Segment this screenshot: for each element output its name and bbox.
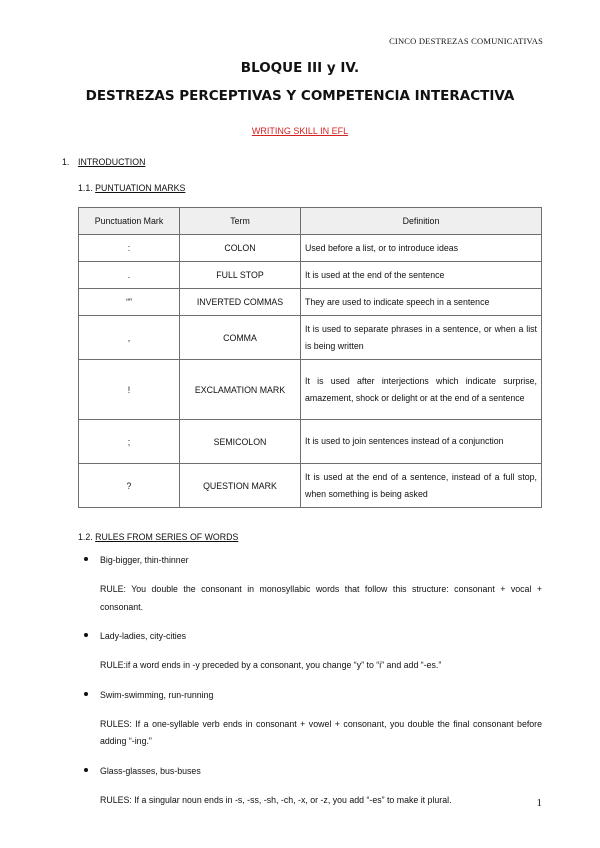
term-cell: COMMA	[180, 316, 301, 360]
table-row	[79, 289, 542, 316]
list-item	[78, 553, 542, 616]
bullet-icon	[84, 557, 88, 561]
table-row	[79, 464, 542, 508]
bullet-icon	[84, 692, 88, 696]
term-cell: SEMICOLON	[180, 420, 301, 464]
rule-text: RULES: If a singular noun ends in -s, -ss, -sh, -ch, -x, or -z, you add “-es” to make it plural.	[100, 794, 452, 805]
table-row	[79, 235, 542, 262]
term-cell: INVERTED COMMAS	[180, 289, 301, 316]
rule-text: RULE: You double the consonant in monosyllabic words that follow this structure: consonant + vocal + consonant.	[100, 584, 542, 612]
definition-cell: It is used to separate phrases in a sentence, or when a list is being written	[301, 316, 542, 360]
mark-cell: !	[79, 360, 180, 420]
document-subtitle-heading: DESTREZAS PERCEPTIVAS Y COMPETENCIA INTERACTIVA	[85, 88, 515, 104]
rule-example: Big-bigger, thin-thinner	[100, 555, 189, 565]
section-number: 1.1.	[78, 183, 93, 193]
running-header: CINCO DESTREZAS COMUNICATIVAS	[389, 36, 543, 46]
term-cell: EXCLAMATION MARK	[180, 360, 301, 420]
mark-cell: ,	[79, 316, 180, 360]
rule-text: RULES: If a one-syllable verb ends in consonant + vowel + consonant, you double the final consonant before adding “-ing.”	[100, 718, 542, 746]
section-label: INTRODUCTION	[78, 157, 146, 167]
section-label: RULES FROM SERIES OF WORDS	[95, 532, 239, 542]
table-header-row	[79, 208, 542, 235]
table-row	[79, 316, 542, 360]
rule-example: Lady-ladies, city-cities	[100, 631, 187, 641]
rule-example: Swim-swimming, run-running	[100, 689, 214, 700]
list-item	[78, 764, 542, 810]
mark-cell: .	[79, 262, 180, 289]
mark-cell: ;	[79, 420, 180, 464]
rule-text: RULE:if a word ends in -y preceded by a consonant, you change “y” to “i” and add “-es.”	[100, 660, 442, 670]
table-row	[79, 360, 542, 420]
term-cell: COLON	[180, 235, 301, 262]
section-number: 1.	[62, 157, 70, 167]
definition-cell: Used before a list, or to introduce ideas	[301, 235, 542, 262]
column-header-mark: Punctuation Mark	[79, 208, 180, 235]
list-item	[78, 629, 542, 675]
rule-example: Glass-glasses, bus-buses	[100, 765, 201, 776]
term-cell: FULL STOP	[180, 262, 301, 289]
mark-cell: “”	[79, 289, 180, 316]
subsection-heading-rules	[78, 532, 238, 542]
definition-cell: It is used at the end of a sentence, instead of a full stop, when something is being asked	[301, 464, 542, 508]
definition-cell: It is used after interjections which indicate surprise, amazement, shock or delight or at the end of a sentence	[301, 360, 542, 420]
list-item	[78, 688, 542, 751]
section-number: 1.2.	[78, 532, 93, 542]
section-label: PUNTUATION MARKS	[95, 183, 186, 193]
mark-cell: :	[79, 235, 180, 262]
document-title: BLOQUE III y IV.	[240, 60, 360, 76]
page-number: 1	[536, 797, 542, 809]
section-subtitle: WRITING SKILL IN EFL	[251, 126, 349, 136]
rules-list	[78, 553, 542, 822]
punctuation-table	[78, 207, 542, 508]
definition-cell: It is used to join sentences instead of a conjunction	[301, 420, 542, 464]
bullet-icon	[84, 633, 88, 637]
table-row	[79, 420, 542, 464]
mark-cell: ?	[79, 464, 180, 508]
definition-cell: They are used to indicate speech in a sentence	[301, 289, 542, 316]
bullet-icon	[84, 768, 88, 772]
term-cell: QUESTION MARK	[180, 464, 301, 508]
subsection-heading-punctuation	[78, 183, 185, 193]
column-header-term: Term	[180, 208, 301, 235]
section-heading-introduction	[62, 157, 145, 167]
definition-cell: It is used at the end of the sentence	[301, 262, 542, 289]
table-row	[79, 262, 542, 289]
column-header-definition: Definition	[301, 208, 542, 235]
